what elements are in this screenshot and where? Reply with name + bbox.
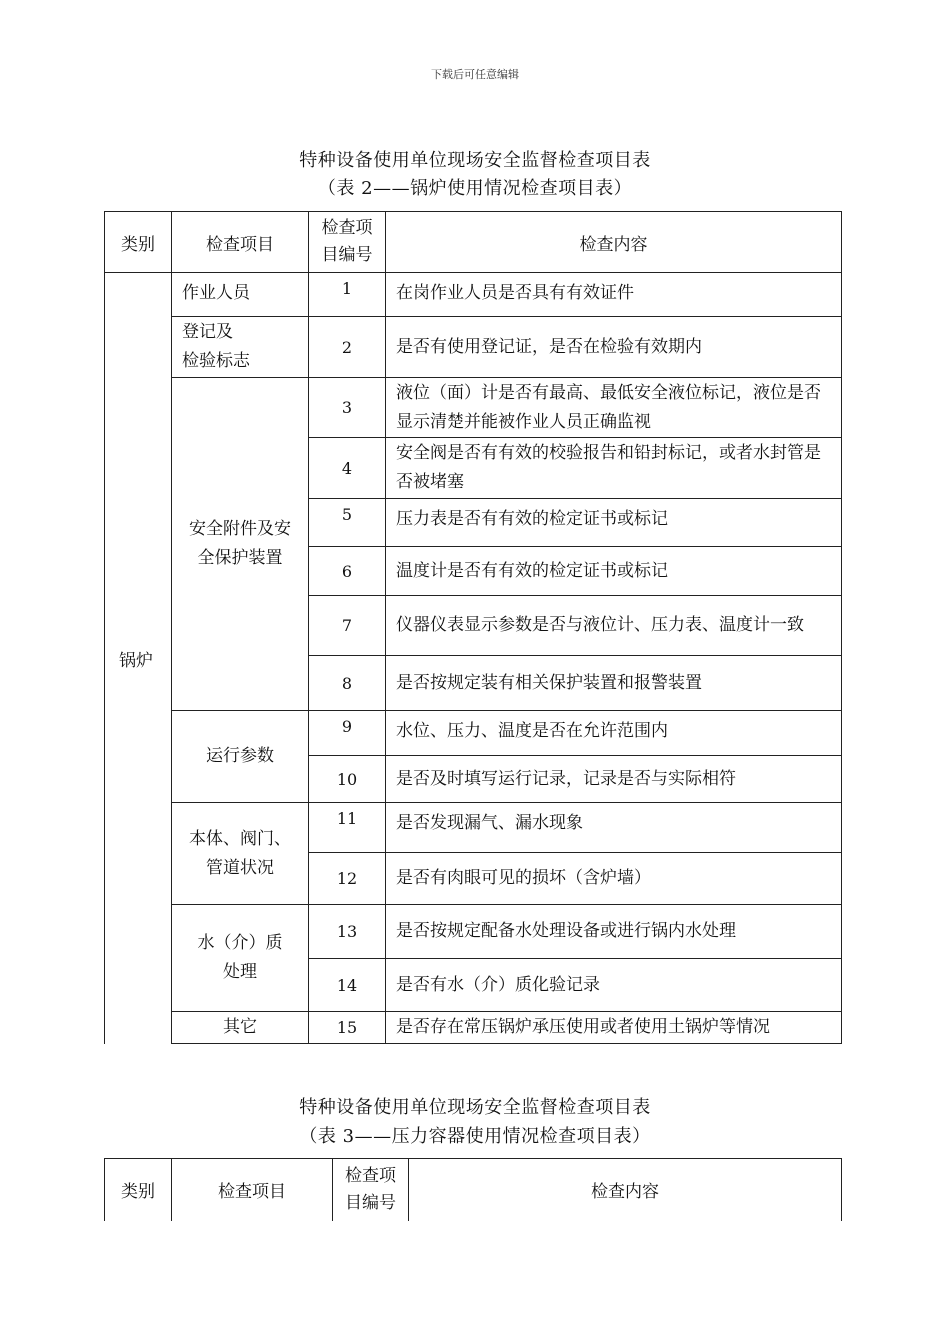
row-number: 1	[309, 273, 386, 317]
row-content: 是否有肉眼可见的损坏（含炉墙）	[386, 853, 842, 905]
row-content: 在岗作业人员是否具有有效证件	[386, 273, 842, 317]
row-number: 13	[309, 905, 386, 959]
header-note: 下载后可任意编辑	[431, 68, 519, 81]
row-content: 仪器仪表显示参数是否与液位计、压力表、温度计一致	[386, 596, 842, 656]
header-number-line1: 检查项	[345, 1165, 396, 1186]
row-number: 12	[309, 853, 386, 905]
row-number: 7	[309, 596, 386, 656]
row-number: 9	[309, 711, 386, 756]
group-operators: 作业人员	[172, 273, 309, 317]
group-registration	[172, 317, 309, 378]
header-number-line2: 目编号	[321, 245, 373, 265]
row-number: 8	[309, 656, 386, 711]
group-registration-line2: 检验标志	[182, 351, 250, 371]
row-number: 2	[309, 317, 386, 378]
header-number	[333, 1159, 409, 1221]
table-row	[105, 317, 842, 378]
row-number: 14	[309, 959, 386, 1012]
group-water-line1: 水（介）质	[197, 933, 283, 953]
group-water-line2: 处理	[223, 962, 257, 982]
row-number: 11	[309, 803, 386, 853]
row-number: 3	[309, 378, 386, 438]
group-safety-line2: 全保护装置	[197, 548, 283, 568]
row-content: 是否及时填写运行记录，记录是否与实际相符	[386, 756, 842, 803]
group-operating-parameters: 运行参数	[172, 711, 309, 803]
row-content: 是否存在常压锅炉承压使用或者使用土锅炉等情况	[386, 1012, 842, 1044]
table-row	[105, 273, 842, 317]
table3-subtitle: （表 3——压力容器使用情况检查项目表）	[299, 1126, 651, 1147]
row-content: 水位、压力、温度是否在允许范围内	[386, 711, 842, 756]
row-number: 4	[309, 438, 386, 499]
group-other: 其它	[172, 1012, 309, 1044]
table-row	[105, 1012, 842, 1044]
header-category: 类别	[105, 1159, 172, 1221]
table-header-row	[105, 212, 842, 273]
table-header-row	[105, 1159, 842, 1221]
group-safety-accessories	[172, 378, 309, 711]
row-content: 温度计是否有有效的检定证书或标记	[386, 547, 842, 596]
table-row	[105, 711, 842, 756]
header-item: 检查项目	[172, 212, 309, 273]
category-boiler: 锅炉	[105, 273, 172, 1044]
group-body-valves-pipes	[172, 803, 309, 905]
group-body-line2: 管道状况	[206, 857, 274, 878]
group-body-line1: 本体、阀门、	[189, 828, 291, 849]
row-content: 是否有水（介）质化验记录	[386, 959, 842, 1012]
header-category: 类别	[105, 212, 172, 273]
row-content: 是否按规定配备水处理设备或进行锅内水处理	[386, 905, 842, 959]
table-row	[105, 905, 842, 959]
table2-subtitle: （表 2——锅炉使用情况检查项目表）	[317, 178, 633, 199]
row-content: 压力表是否有有效的检定证书或标记	[386, 499, 842, 547]
row-content: 安全阀是否有有效的校验报告和铅封标记，或者水封管是否被堵塞	[386, 438, 842, 499]
table-row	[105, 803, 842, 853]
header-number-line2: 目编号	[345, 1192, 396, 1213]
row-number: 6	[309, 547, 386, 596]
header-number-line1: 检查项	[321, 218, 373, 238]
group-safety-line1: 安全附件及安	[189, 519, 291, 539]
row-number: 10	[309, 756, 386, 803]
header-number	[309, 212, 386, 273]
row-content: 是否按规定装有相关保护装置和报警装置	[386, 656, 842, 711]
group-registration-line1: 登记及	[182, 322, 233, 342]
row-number: 15	[309, 1012, 386, 1044]
header-item: 检查项目	[172, 1159, 333, 1221]
header-content: 检查内容	[409, 1159, 842, 1221]
header-content: 检查内容	[386, 212, 842, 273]
table-row	[105, 378, 842, 438]
row-number: 5	[309, 499, 386, 547]
pressure-vessel-inspection-table	[104, 1158, 842, 1221]
row-content: 是否发现漏气、漏水现象	[386, 803, 842, 853]
row-content: 是否有使用登记证，是否在检验有效期内	[386, 317, 842, 378]
row-content: 液位（面）计是否有最高、最低安全液位标记，液位是否显示清楚并能被作业人员正确监视	[386, 378, 842, 438]
group-water-treatment	[172, 905, 309, 1012]
table2-title: 特种设备使用单位现场安全监督检查项目表	[299, 150, 651, 171]
table3-title: 特种设备使用单位现场安全监督检查项目表	[299, 1097, 651, 1118]
boiler-inspection-table	[104, 211, 842, 1044]
